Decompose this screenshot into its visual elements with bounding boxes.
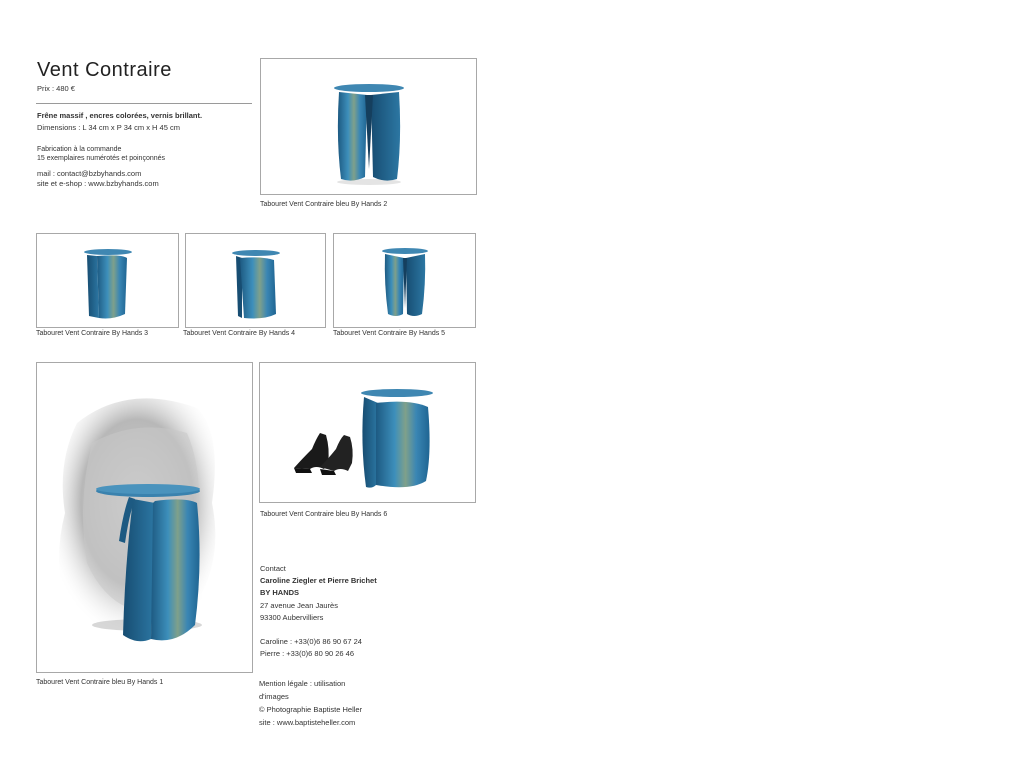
product-price: Prix : 480 € [37, 84, 75, 93]
mail-link[interactable]: mail : contact@bzbyhands.com [37, 169, 142, 178]
legal-site-link[interactable]: site : www.baptisteheller.com [259, 718, 356, 727]
stool-illustration-3 [37, 234, 178, 327]
legal-section [259, 677, 362, 729]
product-image-6[interactable] [259, 362, 476, 503]
fabrication-line-1: Fabrication à la commande [37, 146, 122, 153]
caption-image-4: Tabouret Vent Contraire By Hands 4 [183, 330, 296, 337]
contact-company: BY HANDS [260, 588, 300, 598]
stool-illustration-2 [261, 59, 476, 194]
legal-line-1: Mention légale : utilisation [259, 679, 346, 688]
stool-illustration-6 [260, 363, 475, 502]
contact-section [260, 563, 377, 660]
contact-links [37, 169, 159, 189]
fabrication-line-2: 15 exemplaires numérotés et poinçonnés [37, 155, 166, 162]
product-image-3[interactable] [36, 233, 179, 328]
contact-city: 93300 Aubervilliers [260, 612, 324, 622]
contact-phone-caroline[interactable]: Caroline : +33(0)6 86 90 67 24 [260, 637, 362, 647]
stool-illustration-5 [334, 234, 475, 327]
dimensions-text: Dimensions : L 34 cm x P 34 cm x H 45 cm [37, 123, 180, 132]
caption-image-1: Tabouret Vent Contraire bleu By Hands 1 [36, 679, 164, 686]
contact-phone-pierre[interactable]: Pierre : +33(0)6 80 90 26 46 [260, 649, 355, 659]
caption-image-5: Tabouret Vent Contraire By Hands 5 [333, 330, 446, 337]
contact-heading: Contact [260, 564, 286, 573]
divider [36, 103, 252, 104]
fabrication-info [37, 145, 165, 163]
material-description: Frêne massif , encres colorées, vernis brillant. [37, 111, 203, 120]
legal-line-3: © Photographie Baptiste Heller [259, 705, 363, 714]
caption-image-3: Tabouret Vent Contraire By Hands 3 [36, 330, 149, 337]
product-image-4[interactable] [185, 233, 326, 328]
contact-names: Caroline Ziegler et Pierre Brichet [260, 576, 377, 586]
stool-illustration-1 [37, 363, 252, 672]
product-title: Vent Contraire [37, 59, 172, 81]
site-link[interactable]: site et e-shop : www.bzbyhands.com [37, 179, 159, 188]
product-image-1[interactable] [36, 362, 253, 673]
product-image-2[interactable] [260, 58, 477, 195]
caption-image-2: Tabouret Vent Contraire bleu By Hands 2 [260, 201, 388, 208]
legal-line-2: d'images [259, 692, 289, 701]
contact-street: 27 avenue Jean Jaurès [260, 600, 338, 610]
caption-image-6: Tabouret Vent Contraire bleu By Hands 6 [260, 511, 388, 518]
product-image-5[interactable] [333, 233, 476, 328]
spacer [260, 624, 377, 636]
stool-illustration-4 [186, 234, 325, 327]
